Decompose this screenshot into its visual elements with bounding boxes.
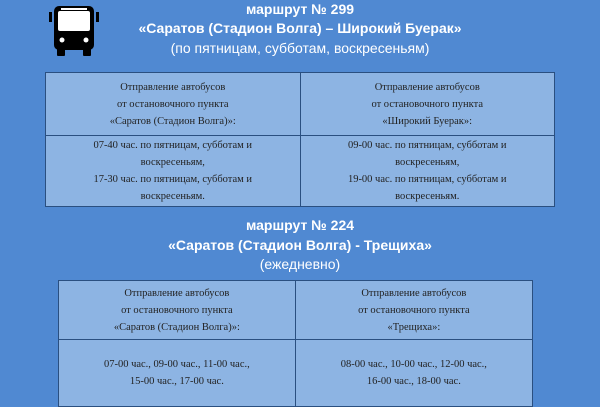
time-text: 08-00 час., 10-00 час., 12-00 час., <box>340 359 487 370</box>
time-text: воскресеньям. <box>140 191 205 202</box>
time-text: 15-00 час., 17-00 час. <box>129 376 224 387</box>
time-text: 07-40 час. по пятницам, субботам и <box>93 140 253 151</box>
times-cell-shirokiy-buerak <box>300 136 555 207</box>
route-224-schedule-note: (ежедневно) <box>259 256 341 272</box>
header-text: «Широкий Буерак»: <box>382 115 473 127</box>
header-text: «Трещиха»: <box>387 321 441 333</box>
header-cell-treshchikha <box>295 281 532 340</box>
times-cell-saratov <box>59 340 296 407</box>
header-text: от остановочного пункта <box>116 98 229 110</box>
header-text: Отправление автобусов <box>120 81 226 93</box>
header-cell-saratov <box>46 73 301 136</box>
time-text: 09-00 час. по пятницам, субботам и <box>347 140 507 151</box>
route-224-name: «Саратов (Стадион Волга) - Трещиха» <box>168 237 432 253</box>
route-299-timetable <box>45 72 555 207</box>
times-cell-saratov <box>46 136 301 207</box>
header-text: от остановочного пункта <box>371 98 483 110</box>
header-cell-saratov <box>59 281 296 340</box>
header-cell-shirokiy-buerak <box>300 73 555 136</box>
route-224-number: маршрут № 224 <box>245 217 355 233</box>
time-text: 07-00 час., 09-00 час., 11-00 час., <box>103 359 250 370</box>
table-row <box>59 340 533 407</box>
route-299-name: «Саратов (Стадион Волга) – Широкий Буерак» <box>138 20 462 36</box>
time-text: воскресеньям, <box>395 157 460 168</box>
header-text: Отправление автобусов <box>361 287 467 299</box>
table-header-row <box>59 281 533 340</box>
time-text: 19-00 час. по пятницам, субботам и <box>347 174 507 185</box>
route-224-timetable <box>58 280 533 407</box>
time-text: 16-00 час., 18-00 час. <box>366 376 461 387</box>
header-text: от остановочного пункта <box>358 304 470 316</box>
times-cell-treshchikha <box>295 340 532 407</box>
route-299-number: маршрут № 299 <box>245 1 355 17</box>
time-text: воскресеньям, <box>140 157 205 168</box>
header-text: «Саратов (Стадион Волга)»: <box>113 321 240 333</box>
table-row <box>46 136 555 207</box>
header-text: Отправление автобусов <box>124 287 230 299</box>
table-header-row <box>46 73 555 136</box>
time-text: 17-30 час. по пятницам, субботам и <box>93 174 253 185</box>
header-text: Отправление автобусов <box>374 81 480 93</box>
header-text: от остановочного пункта <box>121 304 233 316</box>
route-299-schedule-note: (по пятницам, субботам, воскресеньям) <box>170 40 430 56</box>
time-text: воскресеньям. <box>395 191 460 202</box>
header-text: «Саратов (Стадион Волга)»: <box>109 115 236 127</box>
